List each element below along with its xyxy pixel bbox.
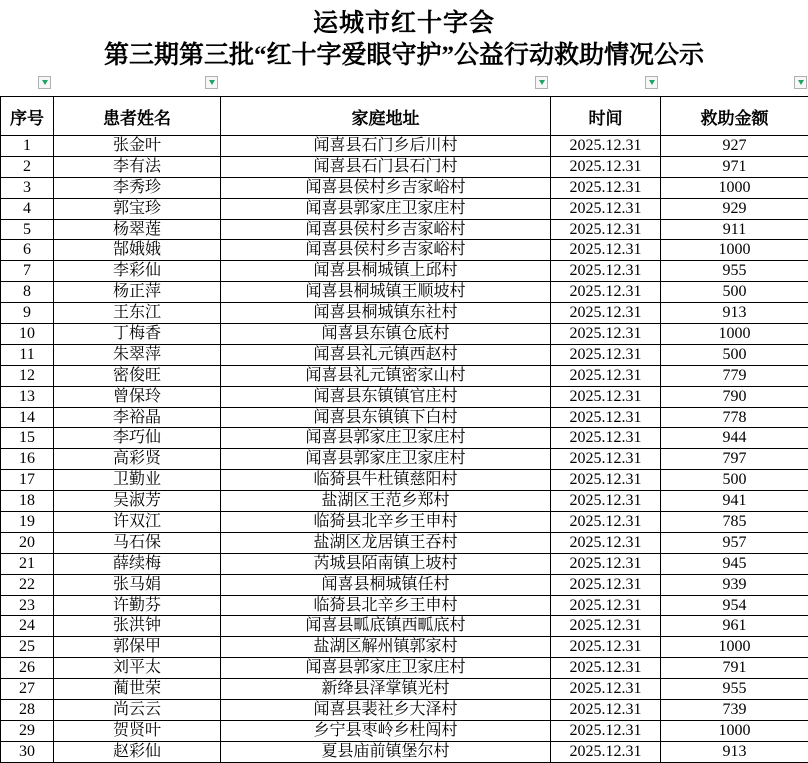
date-cell[interactable]: 2025.12.31 xyxy=(551,344,661,365)
date-cell[interactable]: 2025.12.31 xyxy=(551,219,661,240)
serial-cell[interactable]: 14 xyxy=(1,407,54,428)
patient-name-cell[interactable]: 吴淑芳 xyxy=(54,491,221,512)
table-row xyxy=(1,219,808,240)
amount-cell[interactable]: 945 xyxy=(661,553,808,574)
patient-name-cell[interactable]: 贺贤叶 xyxy=(54,720,221,741)
title-block xyxy=(0,8,808,71)
date-cell[interactable]: 2025.12.31 xyxy=(551,136,661,157)
serial-cell[interactable]: 20 xyxy=(1,532,54,553)
amount-cell[interactable]: 778 xyxy=(661,407,808,428)
serial-cell[interactable]: 21 xyxy=(1,553,54,574)
filter-dropdown-icon xyxy=(539,80,545,85)
address-cell[interactable]: 闻喜县郭家庄卫家庄村 xyxy=(221,428,551,449)
table-row xyxy=(1,658,808,679)
date-cell[interactable]: 2025.12.31 xyxy=(551,156,661,177)
aid-table xyxy=(0,96,808,763)
address-cell[interactable]: 盐湖区龙居镇王吞村 xyxy=(221,532,551,553)
patient-name-cell[interactable]: 李有法 xyxy=(54,156,221,177)
table-row xyxy=(1,512,808,533)
patient-name-cell[interactable]: 密俊旺 xyxy=(54,365,221,386)
amount-cell[interactable]: 944 xyxy=(661,428,808,449)
table-row xyxy=(1,700,808,721)
column-header-serial[interactable]: 序号 xyxy=(1,97,54,136)
patient-name-cell[interactable]: 刘平太 xyxy=(54,658,221,679)
patient-name-cell[interactable]: 杨翠莲 xyxy=(54,219,221,240)
table-row xyxy=(1,741,808,762)
patient-name-cell[interactable]: 赵彩仙 xyxy=(54,741,221,762)
patient-name-cell[interactable]: 尚云云 xyxy=(54,700,221,721)
amount-cell[interactable]: 957 xyxy=(661,532,808,553)
date-cell[interactable]: 2025.12.31 xyxy=(551,365,661,386)
serial-cell[interactable]: 17 xyxy=(1,470,54,491)
patient-name-cell[interactable]: 马石保 xyxy=(54,532,221,553)
amount-cell[interactable]: 785 xyxy=(661,512,808,533)
date-cell[interactable]: 2025.12.31 xyxy=(551,700,661,721)
column-header-amount[interactable]: 救助金额 xyxy=(661,97,808,136)
patient-name-cell[interactable]: 李彩仙 xyxy=(54,261,221,282)
amount-cell[interactable]: 911 xyxy=(661,219,808,240)
patient-name-cell[interactable]: 郭保甲 xyxy=(54,637,221,658)
table-row xyxy=(1,136,808,157)
date-cell[interactable]: 2025.12.31 xyxy=(551,449,661,470)
table-row xyxy=(1,470,808,491)
table-row xyxy=(1,491,808,512)
filter-dropdown-icon xyxy=(649,80,655,85)
address-cell[interactable]: 闻喜县桐城镇任村 xyxy=(221,574,551,595)
address-cell[interactable]: 闻喜县石门县石门村 xyxy=(221,156,551,177)
date-cell[interactable]: 2025.12.31 xyxy=(551,532,661,553)
amount-cell[interactable]: 739 xyxy=(661,700,808,721)
date-cell[interactable]: 2025.12.31 xyxy=(551,386,661,407)
patient-name-cell[interactable]: 蔺世荣 xyxy=(54,679,221,700)
amount-cell[interactable]: 971 xyxy=(661,156,808,177)
table-row xyxy=(1,449,808,470)
filter-dropdown-icon xyxy=(42,80,48,85)
serial-cell[interactable]: 27 xyxy=(1,679,54,700)
table-row xyxy=(1,303,808,324)
address-cell[interactable]: 闻喜县郭家庄卫家庄村 xyxy=(221,658,551,679)
address-cell[interactable]: 闻喜县郭家庄卫家庄村 xyxy=(221,449,551,470)
amount-cell[interactable]: 955 xyxy=(661,261,808,282)
date-cell[interactable]: 2025.12.31 xyxy=(551,282,661,303)
patient-name-cell[interactable]: 李裕晶 xyxy=(54,407,221,428)
table-row xyxy=(1,532,808,553)
amount-cell[interactable]: 929 xyxy=(661,198,808,219)
address-cell[interactable]: 闻喜县东镇镇官庄村 xyxy=(221,386,551,407)
table-row xyxy=(1,574,808,595)
table-row xyxy=(1,240,808,261)
address-cell[interactable]: 盐湖区解州镇郭家村 xyxy=(221,637,551,658)
patient-name-cell[interactable]: 张马娟 xyxy=(54,574,221,595)
column-header-name[interactable]: 患者姓名 xyxy=(54,97,221,136)
serial-cell[interactable]: 1 xyxy=(1,136,54,157)
serial-cell[interactable]: 13 xyxy=(1,386,54,407)
address-cell[interactable]: 乡宁县枣岭乡杜闯村 xyxy=(221,720,551,741)
table-row xyxy=(1,324,808,345)
date-cell[interactable]: 2025.12.31 xyxy=(551,616,661,637)
page-subtitle: 第三期第三批“红十字爱眼守护”公益行动救助情况公示 xyxy=(103,42,704,69)
patient-name-cell[interactable]: 李巧仙 xyxy=(54,428,221,449)
serial-cell[interactable]: 26 xyxy=(1,658,54,679)
table-row xyxy=(1,407,808,428)
amount-cell[interactable]: 500 xyxy=(661,344,808,365)
autofilter-button-date[interactable] xyxy=(645,76,658,89)
patient-name-cell[interactable]: 朱翠萍 xyxy=(54,344,221,365)
date-cell[interactable]: 2025.12.31 xyxy=(551,198,661,219)
table-row xyxy=(1,344,808,365)
date-cell[interactable]: 2025.12.31 xyxy=(551,595,661,616)
date-cell[interactable]: 2025.12.31 xyxy=(551,637,661,658)
amount-cell[interactable]: 941 xyxy=(661,491,808,512)
amount-cell[interactable]: 1000 xyxy=(661,637,808,658)
serial-cell[interactable]: 3 xyxy=(1,177,54,198)
amount-cell[interactable]: 791 xyxy=(661,658,808,679)
patient-name-cell[interactable]: 曾保玲 xyxy=(54,386,221,407)
date-cell[interactable]: 2025.12.31 xyxy=(551,720,661,741)
serial-cell[interactable]: 10 xyxy=(1,324,54,345)
serial-cell[interactable]: 5 xyxy=(1,219,54,240)
page-title: 运城市红十字会 xyxy=(312,10,495,37)
patient-name-cell[interactable]: 张金叶 xyxy=(54,136,221,157)
serial-cell[interactable]: 30 xyxy=(1,741,54,762)
address-cell[interactable]: 闻喜县桐城镇王顺坡村 xyxy=(221,282,551,303)
serial-cell[interactable]: 29 xyxy=(1,720,54,741)
serial-cell[interactable]: 19 xyxy=(1,512,54,533)
filter-dropdown-icon xyxy=(209,80,215,85)
autofilter-button-name[interactable] xyxy=(205,76,218,89)
amount-cell[interactable]: 913 xyxy=(661,741,808,762)
amount-cell[interactable]: 954 xyxy=(661,595,808,616)
patient-name-cell[interactable]: 丁梅香 xyxy=(54,324,221,345)
serial-cell[interactable]: 6 xyxy=(1,240,54,261)
date-cell[interactable]: 2025.12.31 xyxy=(551,261,661,282)
date-cell[interactable]: 2025.12.31 xyxy=(551,574,661,595)
patient-name-cell[interactable]: 高彩贤 xyxy=(54,449,221,470)
address-cell[interactable]: 闻喜县裴社乡大泽村 xyxy=(221,700,551,721)
patient-name-cell[interactable]: 卫勤业 xyxy=(54,470,221,491)
table-row xyxy=(1,679,808,700)
address-cell[interactable]: 临猗县北辛乡王申村 xyxy=(221,512,551,533)
address-cell[interactable]: 闻喜县石门乡后川村 xyxy=(221,136,551,157)
table-row xyxy=(1,720,808,741)
date-cell[interactable]: 2025.12.31 xyxy=(551,553,661,574)
amount-cell[interactable]: 1000 xyxy=(661,240,808,261)
table-row xyxy=(1,616,808,637)
address-cell[interactable]: 闻喜县侯村乡吉家峪村 xyxy=(221,177,551,198)
amount-cell[interactable]: 961 xyxy=(661,616,808,637)
table-row xyxy=(1,637,808,658)
patient-name-cell[interactable]: 李秀珍 xyxy=(54,177,221,198)
autofilter-button-address[interactable] xyxy=(535,76,548,89)
amount-cell[interactable]: 790 xyxy=(661,386,808,407)
serial-cell[interactable]: 18 xyxy=(1,491,54,512)
address-cell[interactable]: 闻喜县桐城镇上邱村 xyxy=(221,261,551,282)
serial-cell[interactable]: 11 xyxy=(1,344,54,365)
table-row xyxy=(1,156,808,177)
serial-cell[interactable]: 28 xyxy=(1,700,54,721)
address-cell[interactable]: 新绛县泽掌镇光村 xyxy=(221,679,551,700)
date-cell[interactable]: 2025.12.31 xyxy=(551,177,661,198)
address-cell[interactable]: 闻喜县桐城镇东社村 xyxy=(221,303,551,324)
address-cell[interactable]: 盐湖区王范乡郑村 xyxy=(221,491,551,512)
date-cell[interactable]: 2025.12.31 xyxy=(551,658,661,679)
serial-cell[interactable]: 22 xyxy=(1,574,54,595)
table-row xyxy=(1,261,808,282)
header-row xyxy=(1,97,808,136)
autofilter-button-serial[interactable] xyxy=(38,76,51,89)
address-cell[interactable]: 临猗县北辛乡王申村 xyxy=(221,595,551,616)
date-cell[interactable]: 2025.12.31 xyxy=(551,679,661,700)
address-cell[interactable]: 闻喜县礼元镇密家山村 xyxy=(221,365,551,386)
date-cell[interactable]: 2025.12.31 xyxy=(551,512,661,533)
table-row xyxy=(1,177,808,198)
table-row xyxy=(1,595,808,616)
serial-cell[interactable]: 12 xyxy=(1,365,54,386)
date-cell[interactable]: 2025.12.31 xyxy=(551,470,661,491)
patient-name-cell[interactable]: 许双江 xyxy=(54,512,221,533)
serial-cell[interactable]: 15 xyxy=(1,428,54,449)
date-cell[interactable]: 2025.12.31 xyxy=(551,324,661,345)
address-cell[interactable]: 闻喜县礼元镇西赵村 xyxy=(221,344,551,365)
patient-name-cell[interactable]: 王东江 xyxy=(54,303,221,324)
amount-cell[interactable]: 1000 xyxy=(661,324,808,345)
amount-cell[interactable]: 939 xyxy=(661,574,808,595)
table-row xyxy=(1,428,808,449)
address-cell[interactable]: 闻喜县东镇镇下白村 xyxy=(221,407,551,428)
date-cell[interactable]: 2025.12.31 xyxy=(551,491,661,512)
address-cell[interactable]: 闻喜县东镇仓底村 xyxy=(221,324,551,345)
serial-cell[interactable]: 4 xyxy=(1,198,54,219)
amount-cell[interactable]: 927 xyxy=(661,136,808,157)
autofilter-button-amount[interactable] xyxy=(794,76,807,89)
table-body xyxy=(1,136,808,763)
address-cell[interactable]: 闻喜县侯村乡吉家峪村 xyxy=(221,240,551,261)
amount-cell[interactable]: 797 xyxy=(661,449,808,470)
patient-name-cell[interactable]: 张洪钟 xyxy=(54,616,221,637)
address-cell[interactable]: 闻喜县郭家庄卫家庄村 xyxy=(221,198,551,219)
table-row xyxy=(1,365,808,386)
amount-cell[interactable]: 779 xyxy=(661,365,808,386)
amount-cell[interactable]: 913 xyxy=(661,303,808,324)
serial-cell[interactable]: 24 xyxy=(1,616,54,637)
serial-cell[interactable]: 25 xyxy=(1,637,54,658)
date-cell[interactable]: 2025.12.31 xyxy=(551,428,661,449)
table-row xyxy=(1,282,808,303)
patient-name-cell[interactable]: 郭宝珍 xyxy=(54,198,221,219)
patient-name-cell[interactable]: 郜娥娥 xyxy=(54,240,221,261)
serial-cell[interactable]: 9 xyxy=(1,303,54,324)
table-row xyxy=(1,198,808,219)
date-cell[interactable]: 2025.12.31 xyxy=(551,741,661,762)
address-cell[interactable]: 芮城县陌南镇上坡村 xyxy=(221,553,551,574)
amount-cell[interactable]: 955 xyxy=(661,679,808,700)
patient-name-cell[interactable]: 杨正萍 xyxy=(54,282,221,303)
amount-cell[interactable]: 1000 xyxy=(661,177,808,198)
date-cell[interactable]: 2025.12.31 xyxy=(551,240,661,261)
date-cell[interactable]: 2025.12.31 xyxy=(551,407,661,428)
table-row xyxy=(1,553,808,574)
column-header-date[interactable]: 时间 xyxy=(551,97,661,136)
filter-dropdown-icon xyxy=(798,80,804,85)
serial-cell[interactable]: 8 xyxy=(1,282,54,303)
address-cell[interactable]: 闻喜县侯村乡吉家峪村 xyxy=(221,219,551,240)
serial-cell[interactable]: 2 xyxy=(1,156,54,177)
serial-cell[interactable]: 7 xyxy=(1,261,54,282)
amount-cell[interactable]: 500 xyxy=(661,282,808,303)
date-cell[interactable]: 2025.12.31 xyxy=(551,303,661,324)
patient-name-cell[interactable]: 许勤芬 xyxy=(54,595,221,616)
column-header-address[interactable]: 家庭地址 xyxy=(221,97,551,136)
serial-cell[interactable]: 16 xyxy=(1,449,54,470)
address-cell[interactable]: 夏县庙前镇堡尔村 xyxy=(221,741,551,762)
address-cell[interactable]: 闻喜县畖底镇西畖底村 xyxy=(221,616,551,637)
serial-cell[interactable]: 23 xyxy=(1,595,54,616)
patient-name-cell[interactable]: 薛续梅 xyxy=(54,553,221,574)
table-row xyxy=(1,386,808,407)
amount-cell[interactable]: 1000 xyxy=(661,720,808,741)
address-cell[interactable]: 临猗县牛杜镇慈阳村 xyxy=(221,470,551,491)
amount-cell[interactable]: 500 xyxy=(661,470,808,491)
